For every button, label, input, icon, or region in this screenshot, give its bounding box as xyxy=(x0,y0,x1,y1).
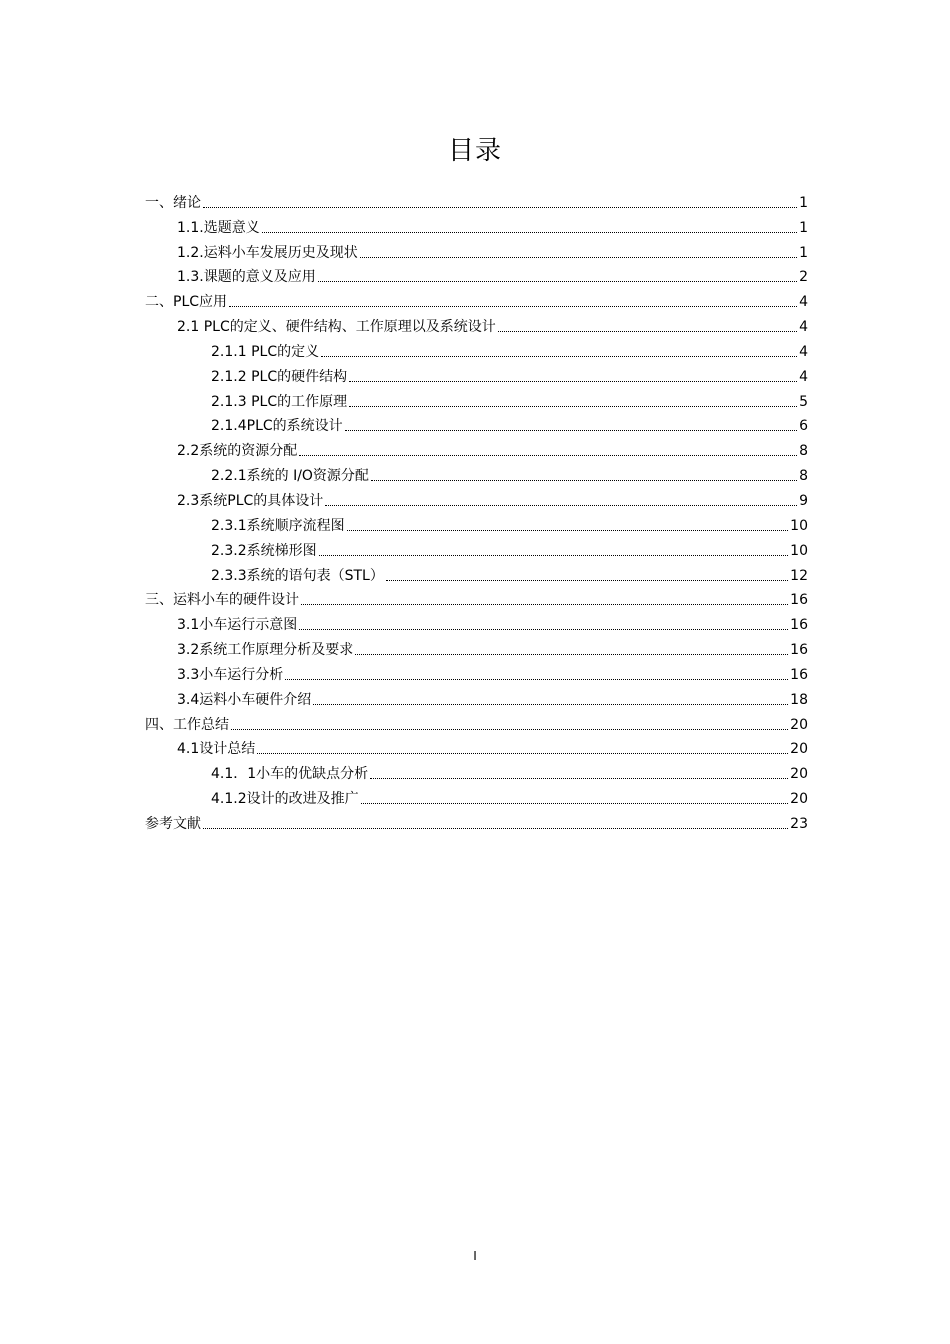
toc-entry-page: 6 xyxy=(799,418,808,435)
dot-leader xyxy=(299,455,797,456)
toc-entry-label: 2.2系统的资源分配 xyxy=(177,443,298,460)
toc-entry-page: 20 xyxy=(790,741,808,758)
toc-entry-page: 18 xyxy=(790,691,808,708)
toc-entry[interactable] xyxy=(145,734,808,759)
dot-leader xyxy=(360,257,797,258)
toc-entry-label: 2.1.2 PLC的硬件结构 xyxy=(211,368,348,385)
toc-entry[interactable] xyxy=(145,262,808,287)
table-of-contents xyxy=(145,187,808,833)
toc-entry-page: 8 xyxy=(799,468,808,485)
toc-entry-page: 4 xyxy=(799,294,808,311)
toc-entry[interactable] xyxy=(145,212,808,237)
toc-entry-page: 4 xyxy=(799,319,808,336)
dot-leader xyxy=(285,679,788,680)
toc-entry-label: 2.1.1 PLC的定义 xyxy=(211,343,320,360)
toc-title: 目录 xyxy=(447,136,502,166)
toc-entry[interactable] xyxy=(145,709,808,734)
toc-entry-page: 16 xyxy=(790,666,808,683)
toc-entry[interactable] xyxy=(145,808,808,833)
toc-entry-label: 四、工作总结 xyxy=(145,716,229,733)
toc-entry-label: 1.3.课题的意义及应用 xyxy=(177,269,316,286)
dot-leader xyxy=(262,232,797,233)
toc-entry-page: 16 xyxy=(790,642,808,659)
toc-entry-page: 20 xyxy=(790,716,808,733)
dot-leader xyxy=(231,729,788,730)
toc-entry-label: 2.1 PLC的定义、硬件结构、工作原理以及系统设计 xyxy=(177,319,496,336)
dot-leader xyxy=(229,306,797,307)
dot-leader xyxy=(319,555,789,556)
toc-entry[interactable] xyxy=(145,659,808,684)
toc-entry-page: 10 xyxy=(790,517,808,534)
toc-entry-page: 16 xyxy=(790,592,808,609)
toc-entry[interactable] xyxy=(145,560,808,585)
toc-entry-label: 2.2.1系统的 I/O资源分配 xyxy=(211,468,369,485)
toc-entry[interactable] xyxy=(145,361,808,386)
dot-leader xyxy=(386,580,788,581)
toc-entry[interactable] xyxy=(145,435,808,460)
toc-entry-page: 16 xyxy=(790,617,808,634)
toc-entry-label: 4.1.2设计的改进及推广 xyxy=(211,791,359,808)
toc-entry[interactable] xyxy=(145,311,808,336)
dot-leader xyxy=(349,381,797,382)
toc-entry-page: 8 xyxy=(799,443,808,460)
page-number: I xyxy=(473,1249,477,1263)
toc-entry-label: 3.3小车运行分析 xyxy=(177,666,284,683)
toc-entry-page: 4 xyxy=(799,343,808,360)
toc-entry-page: 2 xyxy=(799,269,808,286)
toc-entry-page: 20 xyxy=(790,791,808,808)
toc-entry-label: 4.1设计总结 xyxy=(177,741,256,758)
dot-leader xyxy=(349,406,797,407)
dot-leader xyxy=(299,629,788,630)
dot-leader xyxy=(498,331,797,332)
dot-leader xyxy=(313,704,788,705)
toc-entry-label: 1.2.运料小车发展历史及现状 xyxy=(177,244,358,261)
dot-leader xyxy=(301,604,788,605)
toc-entry[interactable] xyxy=(145,336,808,361)
toc-entry-label: 一、绪论 xyxy=(145,194,201,211)
toc-entry-label: 2.3系统PLC的具体设计 xyxy=(177,492,324,509)
toc-entry-page: 1 xyxy=(799,244,808,261)
toc-entry[interactable] xyxy=(145,485,808,510)
toc-entry-page: 23 xyxy=(790,815,808,832)
toc-entry-label: 1.1.选题意义 xyxy=(177,219,260,236)
toc-entry-label: 三、运料小车的硬件设计 xyxy=(145,592,299,609)
dot-leader xyxy=(203,207,797,208)
toc-entry[interactable] xyxy=(145,585,808,610)
toc-entry[interactable] xyxy=(145,783,808,808)
dot-leader xyxy=(347,530,789,531)
dot-leader xyxy=(345,430,797,431)
dot-leader xyxy=(371,480,797,481)
toc-entry[interactable] xyxy=(145,286,808,311)
toc-entry-label: 2.3.1系统顺序流程图 xyxy=(211,517,345,534)
toc-entry-page: 1 xyxy=(799,194,808,211)
toc-entry-page: 20 xyxy=(790,766,808,783)
toc-entry[interactable] xyxy=(145,609,808,634)
dot-leader xyxy=(325,505,797,506)
toc-entry-label: 2.1.3 PLC的工作原理 xyxy=(211,393,348,410)
toc-entry[interactable] xyxy=(145,386,808,411)
dot-leader xyxy=(203,828,788,829)
dot-leader xyxy=(318,281,797,282)
toc-entry[interactable] xyxy=(145,758,808,783)
toc-entry[interactable] xyxy=(145,237,808,262)
dot-leader xyxy=(361,803,789,804)
toc-entry-label: 4.1．1小车的优缺点分析 xyxy=(211,766,369,783)
toc-entry-page: 5 xyxy=(799,393,808,410)
toc-entry[interactable] xyxy=(145,510,808,535)
toc-entry-label: 2.1.4PLC的系统设计 xyxy=(211,418,343,435)
dot-leader xyxy=(257,753,788,754)
toc-entry-label: 二、PLC应用 xyxy=(145,294,228,311)
dot-leader xyxy=(321,356,797,357)
toc-entry-label: 3.4运料小车硬件介绍 xyxy=(177,691,312,708)
toc-entry-label: 2.3.3系统的语句表（STL） xyxy=(211,567,384,584)
toc-entry[interactable] xyxy=(145,634,808,659)
toc-entry[interactable] xyxy=(145,187,808,212)
toc-entry-label: 3.1小车运行示意图 xyxy=(177,617,298,634)
toc-entry[interactable] xyxy=(145,411,808,436)
toc-entry-label: 3.2系统工作原理分析及要求 xyxy=(177,642,354,659)
toc-entry-label: 参考文献 xyxy=(145,815,201,832)
toc-entry[interactable] xyxy=(145,535,808,560)
toc-entry-page: 4 xyxy=(799,368,808,385)
toc-entry-page: 12 xyxy=(790,567,808,584)
toc-entry-page: 1 xyxy=(799,219,808,236)
dot-leader xyxy=(370,778,788,779)
dot-leader xyxy=(355,654,788,655)
toc-entry-page: 9 xyxy=(799,492,808,509)
toc-entry[interactable] xyxy=(145,460,808,485)
toc-entry[interactable] xyxy=(145,684,808,709)
toc-entry-page: 10 xyxy=(790,542,808,559)
toc-entry-label: 2.3.2系统梯形图 xyxy=(211,542,317,559)
